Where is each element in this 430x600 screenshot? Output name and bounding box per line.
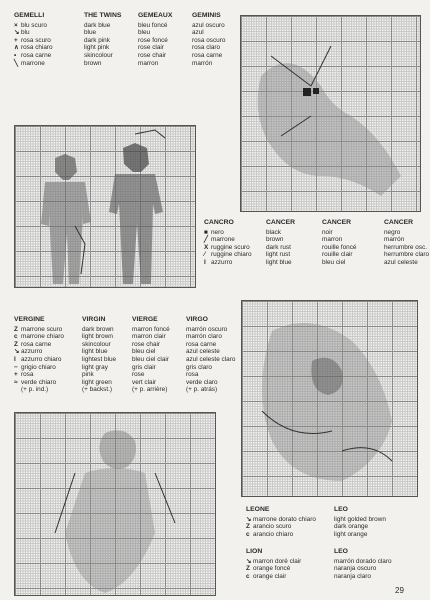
stitch-symbol: ↘ bbox=[246, 515, 252, 523]
legend-row-it: c arancio chiaro bbox=[246, 530, 294, 538]
stitch-symbol: I bbox=[204, 258, 206, 266]
legend-row-fr: bleu foncé bbox=[138, 21, 168, 29]
lion-figure bbox=[242, 301, 417, 496]
legend-row-it: I azzurro chiaro bbox=[14, 355, 62, 363]
leone-legend-2 bbox=[246, 548, 414, 580]
legend-row-es: azul celeste bbox=[186, 348, 220, 356]
gemelli-header-en: THE TWINS bbox=[84, 12, 122, 19]
legend-row-es: gris claro bbox=[186, 363, 212, 371]
leone-stitch-chart bbox=[241, 300, 418, 497]
legend-row-en: brown bbox=[84, 59, 102, 67]
gemelli-legend bbox=[14, 12, 242, 67]
stitch-symbol: ∧ bbox=[14, 44, 19, 52]
stitch-symbol: × bbox=[14, 21, 18, 29]
cancro-legend bbox=[204, 219, 430, 267]
legend-row-en: lightest blue bbox=[82, 355, 117, 363]
legend-row-en: brown bbox=[266, 236, 284, 244]
legend-row-en: black bbox=[266, 228, 281, 236]
legend-row-it: Z rosa carne bbox=[14, 340, 52, 348]
legend-row-es: rosa oscuro bbox=[192, 36, 226, 44]
legend-row-en: dark rust bbox=[266, 243, 291, 251]
legend-row-es: herrumbre osc. bbox=[384, 243, 427, 251]
legend-row-it: c marrone chiaro bbox=[14, 333, 64, 341]
stitch-symbol: + bbox=[14, 36, 18, 44]
stitch-symbol: I bbox=[14, 355, 16, 363]
stitch-symbol: X bbox=[204, 243, 209, 251]
legend-row-fr: gris clair bbox=[132, 363, 156, 371]
legend-row-fr: ↘ marron doré clair bbox=[246, 557, 302, 565]
legend-row-fr: bleu ciel bbox=[132, 348, 156, 356]
legend-row-es: marrón oscuro bbox=[186, 325, 228, 333]
legend-row-en: light brown bbox=[82, 333, 113, 341]
legend-row-fr: c orange clair bbox=[246, 572, 287, 580]
legend-row-fr: bleu ciel clair bbox=[132, 355, 169, 363]
legend-row-en: dark pink bbox=[84, 36, 110, 44]
legend-row-es: herrumbre claro bbox=[384, 251, 430, 259]
legend-row-en: dark blue bbox=[84, 21, 111, 29]
legend-row-en: light blue bbox=[82, 348, 108, 356]
twins-figures bbox=[15, 126, 195, 287]
legend-row-it: Z marrone scuro bbox=[14, 325, 63, 333]
vergine-header-es: VIRGO bbox=[186, 316, 208, 323]
legend-row-it: Z arancio scuro bbox=[246, 523, 292, 531]
legend-row-fr: rouille clair bbox=[322, 251, 353, 259]
legend-row-es: rosa carne bbox=[192, 51, 223, 59]
stitch-symbol: Z bbox=[14, 325, 18, 333]
legend-row-it: ■ nero bbox=[204, 228, 224, 236]
legend-row-en: light green bbox=[82, 378, 112, 386]
legend-row-en: light rust bbox=[266, 251, 291, 259]
vergine-legend bbox=[14, 316, 242, 394]
legend-row-es: azul celeste bbox=[384, 258, 418, 266]
legend-row-fr: Z orange foncé bbox=[246, 565, 291, 573]
legend-row-it: ↘ blu bbox=[14, 29, 30, 37]
legend-row-fr: bleu bbox=[138, 29, 151, 37]
legend-row-es: naranja oscuro bbox=[334, 565, 377, 573]
gemelli-header-it: GEMELLI bbox=[14, 12, 45, 19]
legend-row-fr: vert clair bbox=[132, 378, 157, 386]
stitch-symbol: − bbox=[14, 363, 18, 371]
gemelli-header-fr: GEMEAUX bbox=[138, 12, 173, 19]
legend-row-it: • rosa carne bbox=[14, 51, 52, 59]
legend-row-it: I azzurro bbox=[204, 258, 233, 266]
legend-row-es: rosa bbox=[186, 371, 199, 379]
legend-row-en: (+ backst.) bbox=[82, 386, 113, 394]
legend-row-en: pink bbox=[82, 371, 94, 379]
stitch-symbol: c bbox=[246, 530, 250, 538]
legend-row-es: azul bbox=[192, 29, 204, 37]
cancro-stitch-chart bbox=[240, 15, 421, 212]
legend-row-fr: rose foncé bbox=[138, 36, 168, 44]
legend-row-en: light blue bbox=[266, 258, 292, 266]
stitch-symbol: ╲ bbox=[14, 59, 18, 67]
legend-row-fr: rose bbox=[132, 371, 145, 379]
page-number: 29 bbox=[395, 586, 404, 595]
stitch-symbol: Z bbox=[14, 340, 18, 348]
cancro-header-fr: CANCER bbox=[322, 219, 352, 226]
legend-row-fr: rose chair bbox=[132, 340, 161, 348]
cancro-header-it: CANCRO bbox=[204, 219, 234, 226]
legend-row-en: dark brown bbox=[82, 325, 114, 333]
crab-eye bbox=[313, 88, 319, 94]
stitch-symbol: ↘ bbox=[246, 557, 252, 565]
vergine-header-en: VIRGIN bbox=[82, 316, 106, 323]
stitch-symbol: Z bbox=[246, 565, 250, 573]
legend-row-it: + rosa bbox=[14, 371, 34, 379]
stitch-symbol: ↘ bbox=[14, 29, 20, 37]
legend-row-es: azul oscuro bbox=[192, 21, 225, 29]
legend-row-fr: rose chair bbox=[138, 51, 167, 59]
legend-row-fr: marron clair bbox=[132, 333, 166, 341]
crab-figure bbox=[241, 16, 420, 211]
stitch-symbol: ≈ bbox=[14, 378, 18, 386]
legend-row-it: ↘ azzurro bbox=[14, 348, 43, 356]
vergine-header-it: VERGINE bbox=[14, 316, 45, 323]
legend-row-fr: noir bbox=[322, 228, 333, 236]
legend-row-es: rosa claro bbox=[192, 44, 221, 52]
legend-row-fr: rouille foncé bbox=[322, 243, 357, 251]
legend-row-it: ╲ marrone bbox=[14, 59, 45, 67]
legend-row-fr: (+ p. arrière) bbox=[132, 386, 168, 394]
legend-row-es: verde claro bbox=[186, 378, 218, 386]
legend-row-es: marrón claro bbox=[186, 333, 222, 341]
leone-header-en: LEO bbox=[334, 506, 348, 513]
legend-row-fr: marron bbox=[138, 59, 159, 67]
stitch-symbol: Z bbox=[246, 523, 250, 531]
vergine-stitch-chart bbox=[14, 412, 216, 596]
legend-row-fr: rose clair bbox=[138, 44, 164, 52]
legend-row-en: light gray bbox=[82, 363, 108, 371]
legend-row-it: ╱ marrone bbox=[204, 236, 235, 244]
legend-row-it: X ruggine scuro bbox=[204, 243, 250, 251]
legend-row-it: ≈ verde chiaro bbox=[14, 378, 57, 386]
legend-row-fr: bleu ciel bbox=[322, 258, 346, 266]
legend-row-es: marrón dorado claro bbox=[334, 557, 392, 565]
legend-row-en: blue bbox=[84, 29, 97, 37]
stitch-symbol: ↘ bbox=[14, 348, 20, 356]
gemelli-stitch-chart bbox=[14, 125, 196, 288]
stitch-symbol: ╱ bbox=[204, 236, 208, 244]
lion-header-fr: LION bbox=[246, 548, 263, 555]
legend-row-es: naranja claro bbox=[334, 572, 371, 580]
gemelli-header-es: GEMINIS bbox=[192, 12, 221, 19]
legend-row-es: negro bbox=[384, 228, 401, 236]
vergine-header-fr: VIERGE bbox=[132, 316, 158, 323]
crab-eye bbox=[303, 88, 311, 96]
legend-row-it: + rosa scuro bbox=[14, 36, 51, 44]
legend-row-es: marrón bbox=[192, 59, 213, 67]
legend-row-en: light pink bbox=[84, 44, 110, 52]
legend-row-es: marrón bbox=[384, 236, 405, 244]
legend-row-it: − grigio chiaro bbox=[14, 363, 56, 371]
stitch-symbol: c bbox=[14, 333, 18, 341]
legend-row-en: light golded brown bbox=[334, 515, 386, 523]
legend-row-en: dark orange bbox=[334, 523, 369, 531]
legend-row-it: × blu scuro bbox=[14, 21, 47, 29]
legend-row-es: rosa carne bbox=[186, 340, 217, 348]
legend-row-en: skincolour bbox=[84, 51, 113, 59]
leone-header-it: LEONE bbox=[246, 506, 270, 513]
legend-row-it: ↘ marrone dorato chiaro bbox=[246, 515, 316, 523]
legend-row-it: (+ p. ind.) bbox=[21, 386, 49, 394]
virgin-figure bbox=[15, 413, 215, 595]
cancro-header-en: CANCER bbox=[266, 219, 296, 226]
stitch-symbol: + bbox=[14, 371, 18, 379]
cancro-header-es: CANCER bbox=[384, 219, 414, 226]
legend-row-en: light orange bbox=[334, 530, 368, 538]
legend-row-fr: marron foncé bbox=[132, 325, 170, 333]
legend-row-it: ⁄ ruggine chiaro bbox=[204, 251, 252, 259]
legend-row-es: azul celeste claro bbox=[186, 355, 236, 363]
legend-row-en: skincolour bbox=[82, 340, 111, 348]
stitch-symbol: c bbox=[246, 572, 250, 580]
stitch-symbol: • bbox=[14, 51, 17, 59]
legend-row-es: (+ p. atrás) bbox=[186, 386, 218, 394]
stitch-symbol: ■ bbox=[204, 228, 208, 236]
legend-row-it: ∧ rosa chiaro bbox=[14, 44, 53, 52]
legend-row-fr: marron bbox=[322, 236, 343, 244]
leone-legend-1 bbox=[246, 506, 414, 538]
leo-header-es: LEO bbox=[334, 548, 348, 555]
stitch-symbol: ⁄ bbox=[204, 251, 206, 259]
